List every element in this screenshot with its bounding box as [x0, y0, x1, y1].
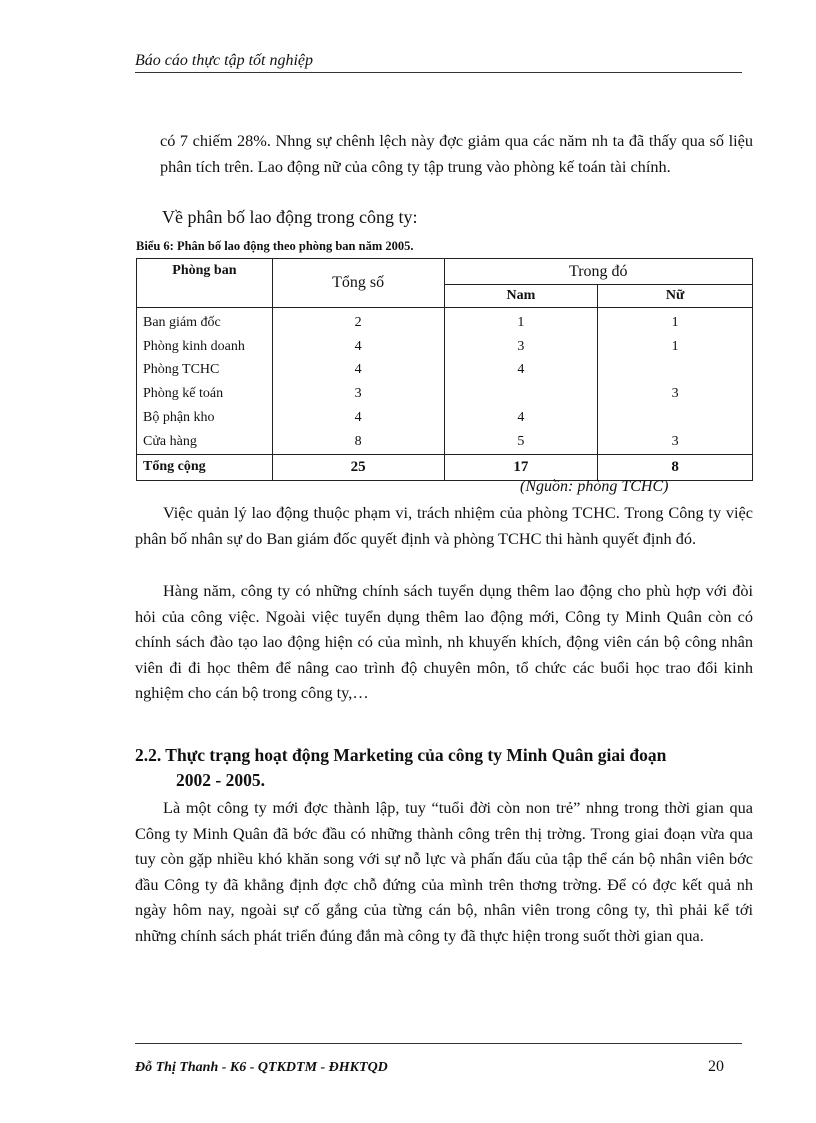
section-heading — [135, 743, 666, 793]
cell-male: 1 — [444, 308, 598, 335]
page-number: 20 — [708, 1058, 724, 1075]
paragraph-2: Việc quản lý lao động thuộc phạm vi, trách nhiệm của phòng TCHC. Trong Công ty việc phân bố nhân sự do Ban giám đốc quyết định và phòng TCHC thi hành quyết định đó. — [135, 503, 753, 548]
cell-male: 4 — [444, 406, 598, 430]
cell-total: 2 — [272, 308, 444, 335]
table-row — [137, 382, 753, 406]
cell-total-label: Tổng cộng — [137, 454, 273, 480]
paragraph-3: Hàng năm, công ty có những chính sách tuyển dụng thêm lao động cho phù hợp với đòi hỏi của công việc. Ngoài việc tuyển dụng thêm lao động mới, Công ty Minh Quân còn có chính sách đào tạo lao động hiện có của mình, nh khuyến khích, động viên cán bộ công nhân viên đi đi học thêm để nâng cao trình độ chuyên môn, tổ chức các buổi học trao đổi kinh nghiệm cho cán bộ trong công ty,… — [135, 581, 753, 702]
table-row — [137, 308, 753, 335]
table-caption: Biểu 6: Phân bố lao động theo phòng ban năm 2005. — [136, 239, 414, 253]
cell-female: 1 — [598, 335, 753, 359]
subheading: Về phân bố lao động trong công ty: — [162, 207, 418, 227]
cell-male: 5 — [444, 430, 598, 454]
cell-department: Ban giám đốc — [137, 308, 273, 335]
cell-female: 1 — [598, 308, 753, 335]
cell-male: 3 — [444, 335, 598, 359]
cell-department: Phòng kinh doanh — [137, 335, 273, 359]
cell-total-sum: 25 — [272, 454, 444, 480]
cell-female — [598, 359, 753, 383]
cell-department: Cửa hàng — [137, 430, 273, 454]
cell-male: 4 — [444, 359, 598, 383]
cell-female: 3 — [598, 382, 753, 406]
page-header: Báo cáo thực tập tốt nghiệp — [135, 52, 314, 69]
paragraph-4: Là một công ty mới đợc thành lập, tuy “tuổi đời còn non trẻ” nhng trong thời gian qua Công ty Minh Quân đã bớc đầu có những thành công trên thị trờng. Trong giai đoạn vừa qua tuy còn gặp nhiều khó khăn song với sự nỗ lực và phấn đấu của tập thể cán bộ nhân viên bớc đầu Công ty đã khẳng định đợc chỗ đứng của mình trên thơng trờng. Để có đợc kết quả nh ngày hôm nay, ngoài sự cố gắng của từng cán bộ, nhân viên trong công ty, thì phải kể tới những chính sách phát triển đúng đắn mà công ty đã thực hiện trong suốt thời gian qua. — [135, 798, 753, 945]
cell-total: 4 — [272, 406, 444, 430]
cell-male — [444, 382, 598, 406]
section-heading-line1: 2.2. Thực trạng hoạt động Marketing của công ty Minh Quân giai đoạn — [135, 745, 667, 765]
table-row — [137, 359, 753, 383]
footer-divider — [135, 1043, 742, 1044]
header-male: Nam — [444, 285, 598, 308]
cell-total: 8 — [272, 430, 444, 454]
table-row — [137, 406, 753, 430]
staff-distribution-table — [136, 258, 753, 481]
cell-female — [598, 406, 753, 430]
cell-department: Phòng TCHC — [137, 359, 273, 383]
cell-total: 4 — [272, 359, 444, 383]
header-female: Nữ — [598, 285, 753, 308]
cell-total: 3 — [272, 382, 444, 406]
section-heading-line2: 2002 - 2005. — [176, 770, 265, 790]
table-source: (Nguồn: phòng TCHC) — [520, 478, 669, 495]
footer-author: Đỗ Thị Thanh - K6 - QTKDTM - ĐHKTQD — [135, 1060, 388, 1075]
table-row — [137, 430, 753, 454]
header-total: Tổng số — [272, 259, 444, 308]
cell-total: 4 — [272, 335, 444, 359]
cell-total-male: 17 — [444, 454, 598, 480]
table-row — [137, 335, 753, 359]
cell-department: Bộ phận kho — [137, 406, 273, 430]
header-group: Trong đó — [444, 259, 752, 285]
header-department: Phòng ban — [137, 259, 273, 308]
cell-department: Phòng kế toán — [137, 382, 273, 406]
table-total-row — [137, 454, 753, 480]
paragraph-1: có 7 chiếm 28%. Nhng sự chênh lệch này đợc giảm qua các năm nh ta đã thấy qua số liệu phân tích trên. Lao động nữ của công ty tập trung vào phòng kế toán tài chính. — [160, 131, 753, 176]
header-divider — [135, 72, 742, 73]
cell-female: 3 — [598, 430, 753, 454]
cell-total-female: 8 — [598, 454, 753, 480]
